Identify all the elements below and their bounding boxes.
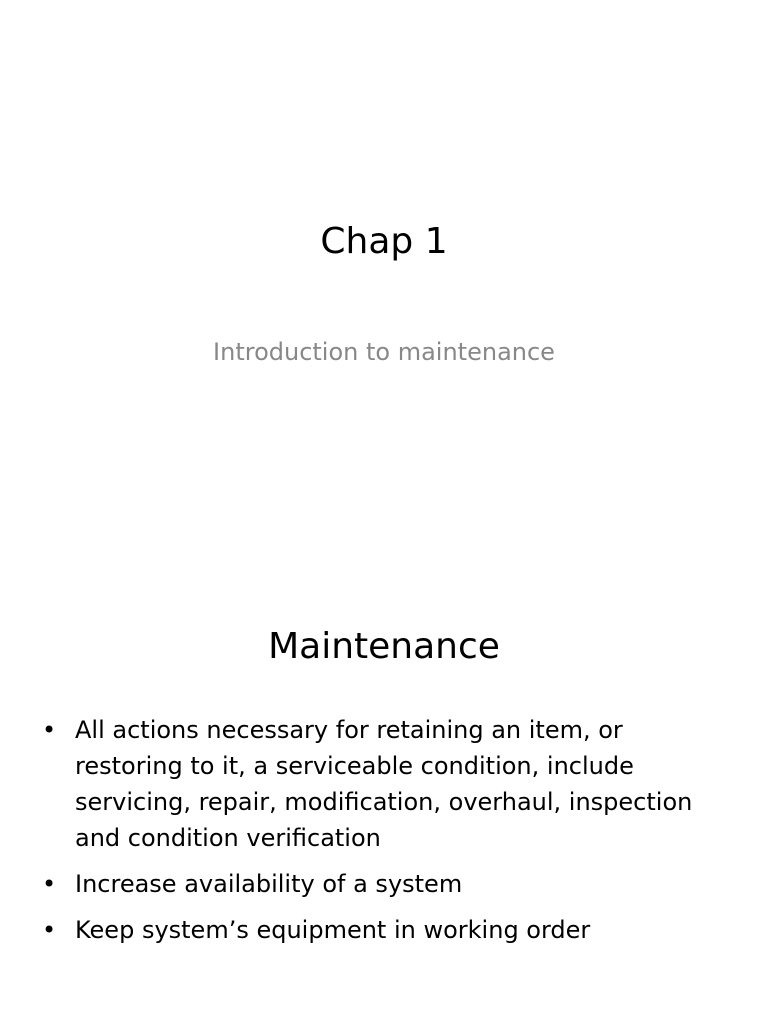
bullet-item [42, 912, 732, 948]
bullet-item [42, 866, 732, 902]
bullet-text: All actions necessary for retaining an item, or restoring to it, a serviceable condition, include servicing, repair, modification, overhaul, inspection and condition verification [75, 716, 693, 852]
slide-maintenance [0, 512, 768, 1024]
bullet-text: Increase availability of a system [75, 870, 463, 898]
slide-1-title: Chap 1 [320, 221, 448, 262]
bullet-dot: • [42, 716, 57, 744]
slide-2-title: Maintenance [268, 626, 500, 667]
slide-1-subtitle: Introduction to maintenance [213, 338, 555, 366]
bullet-list [42, 712, 732, 958]
bullet-dot: • [42, 916, 57, 944]
bullet-item [42, 712, 732, 856]
bullet-text: Keep system’s equipment in working order [75, 916, 591, 944]
bullet-dot: • [42, 870, 57, 898]
